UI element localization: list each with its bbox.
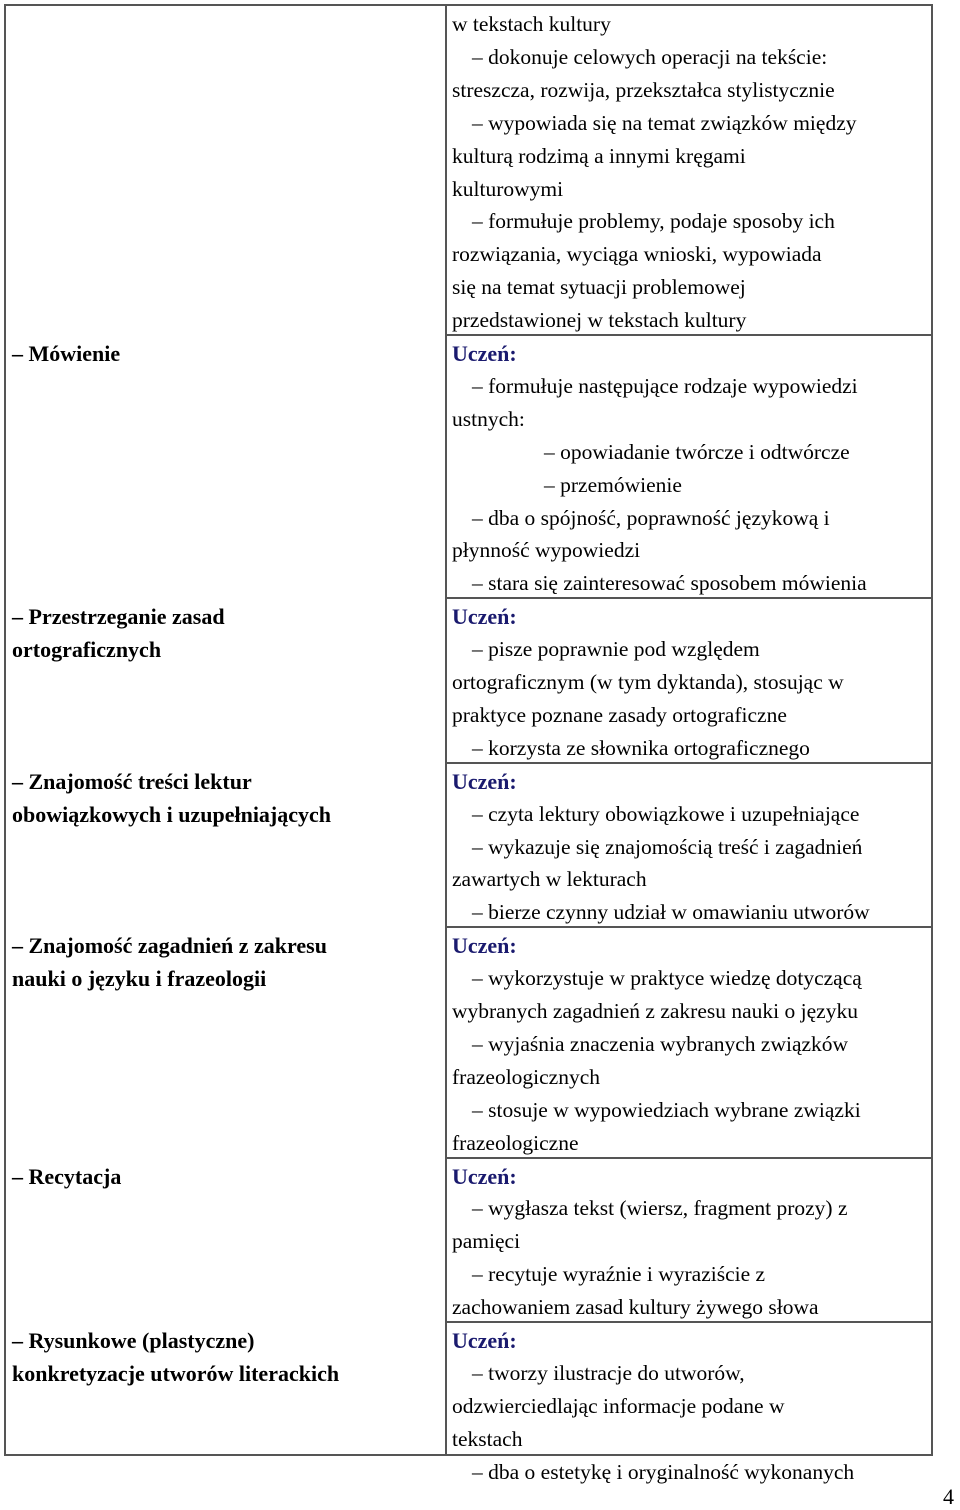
- requirement-line: – wypowiada się na temat związków między: [472, 110, 857, 135]
- requirement-line: w tekstach kultury: [452, 12, 611, 36]
- requirement-line: kulturą rodzimą a innymi kręgami: [452, 143, 746, 168]
- section-heading: Uczeń:: [452, 1328, 517, 1353]
- topic-label: – Mówienie: [12, 341, 121, 366]
- curriculum-table: [4, 4, 933, 1484]
- requirement-line: – wygłasza tekst (wiersz, fragment prozy) z: [472, 1196, 848, 1221]
- requirement-line: odzwierciedlając informacje podane w: [452, 1393, 785, 1418]
- requirement-line: – stosuje w wypowiedziach wybrane związki: [472, 1097, 861, 1122]
- section-heading: Uczeń:: [452, 341, 517, 366]
- requirement-line: frazeologiczne: [452, 1130, 579, 1155]
- requirement-line: – dokonuje celowych operacji na tekście:: [472, 44, 828, 69]
- requirement-line: – korzysta ze słownika ortograficznego: [472, 735, 810, 760]
- column-divider: [445, 6, 447, 1454]
- topic-label: obowiązkowych i uzupełniających: [12, 801, 332, 827]
- topic-label: – Przestrzeganie zasad: [12, 604, 225, 630]
- topic-label: – Znajomość treści lektur: [12, 768, 252, 794]
- requirement-line: ortograficznym (w tym dyktanda), stosując w: [452, 670, 844, 694]
- requirement-line: kulturowymi: [452, 176, 564, 201]
- requirement-line: płynność wypowiedzi: [452, 538, 641, 563]
- requirement-line: praktyce poznane zasady ortograficzne: [452, 702, 787, 727]
- requirement-line: – wyjaśnia znaczenia wybranych związków: [472, 1031, 849, 1056]
- topic-cell: [12, 1160, 437, 1193]
- topic-cell: [12, 765, 437, 831]
- requirement-line: zachowaniem zasad kultury żywego słowa: [452, 1295, 819, 1320]
- requirement-line: wybranych zagadnień z zakresu nauki o języku: [452, 999, 858, 1023]
- requirement-line: przedstawionej w tekstach kultury: [452, 308, 747, 333]
- requirement-line: – formułuje problemy, podaje sposoby ich: [472, 209, 835, 234]
- requirement-line: – wykorzystuje w praktyce wiedzę dotyczącą: [472, 966, 862, 991]
- topic-label: ortograficznych: [12, 637, 162, 663]
- requirement-line: rozwiązania, wyciąga wnioski, wypowiada: [452, 242, 822, 267]
- requirement-line: – formułuje następujące rodzaje wypowiedzi: [472, 373, 858, 398]
- requirement-line: – dba o estetykę i oryginalność wykonanych: [472, 1459, 855, 1484]
- topic-cell: [12, 600, 437, 666]
- requirement-line: – opowiadanie twórcze i odtwórcze: [544, 439, 850, 464]
- page-number: 4: [943, 1484, 954, 1509]
- requirement-line: pamięci: [452, 1229, 521, 1254]
- requirement-line: zawartych w lekturach: [452, 867, 647, 892]
- topic-label: nauki o języku i frazeologii: [12, 966, 267, 992]
- topic-cell: [12, 929, 437, 995]
- requirement-line: – stara się zainteresować sposobem mówienia: [472, 571, 867, 596]
- topic-label: – Rysunkowe (plastyczne): [12, 1328, 255, 1353]
- topic-label: konkretyzacje utworów literackich: [12, 1361, 340, 1386]
- section-heading: Uczeń:: [452, 604, 517, 630]
- requirement-line: – bierze czynny udział w omawianiu utworów: [472, 900, 870, 925]
- requirement-line: – dba o spójność, poprawność językową i: [472, 505, 830, 530]
- requirement-line: tekstach: [452, 1426, 523, 1451]
- section-heading: Uczeń:: [452, 768, 517, 794]
- topic-cell: [12, 337, 437, 370]
- requirement-line: – pisze poprawnie pod względem: [472, 637, 760, 662]
- requirement-line: – recytuje wyraźnie i wyraziście z: [472, 1262, 766, 1287]
- requirement-line: streszcza, rozwija, przekształca stylistycznie: [452, 77, 835, 102]
- requirement-line: – przemówienie: [544, 472, 682, 497]
- requirement-line: – tworzy ilustracje do utworów,: [472, 1360, 745, 1385]
- requirement-line: się na temat sytuacji problemowej: [452, 275, 746, 300]
- requirement-line: – czyta lektury obowiązkowe i uzupełniające: [472, 801, 860, 826]
- section-heading: Uczeń:: [452, 1163, 517, 1189]
- topic-label: – Znajomość zagadnień z zakresu: [12, 933, 327, 959]
- requirement-line: ustnych:: [452, 406, 525, 431]
- requirement-line: frazeologicznych: [452, 1064, 601, 1089]
- topic-cell: [12, 1324, 437, 1390]
- requirement-line: – wykazuje się znajomością treść i zagadnień: [472, 834, 863, 859]
- topic-label: – Recytacja: [12, 1163, 122, 1189]
- section-heading: Uczeń:: [452, 933, 517, 959]
